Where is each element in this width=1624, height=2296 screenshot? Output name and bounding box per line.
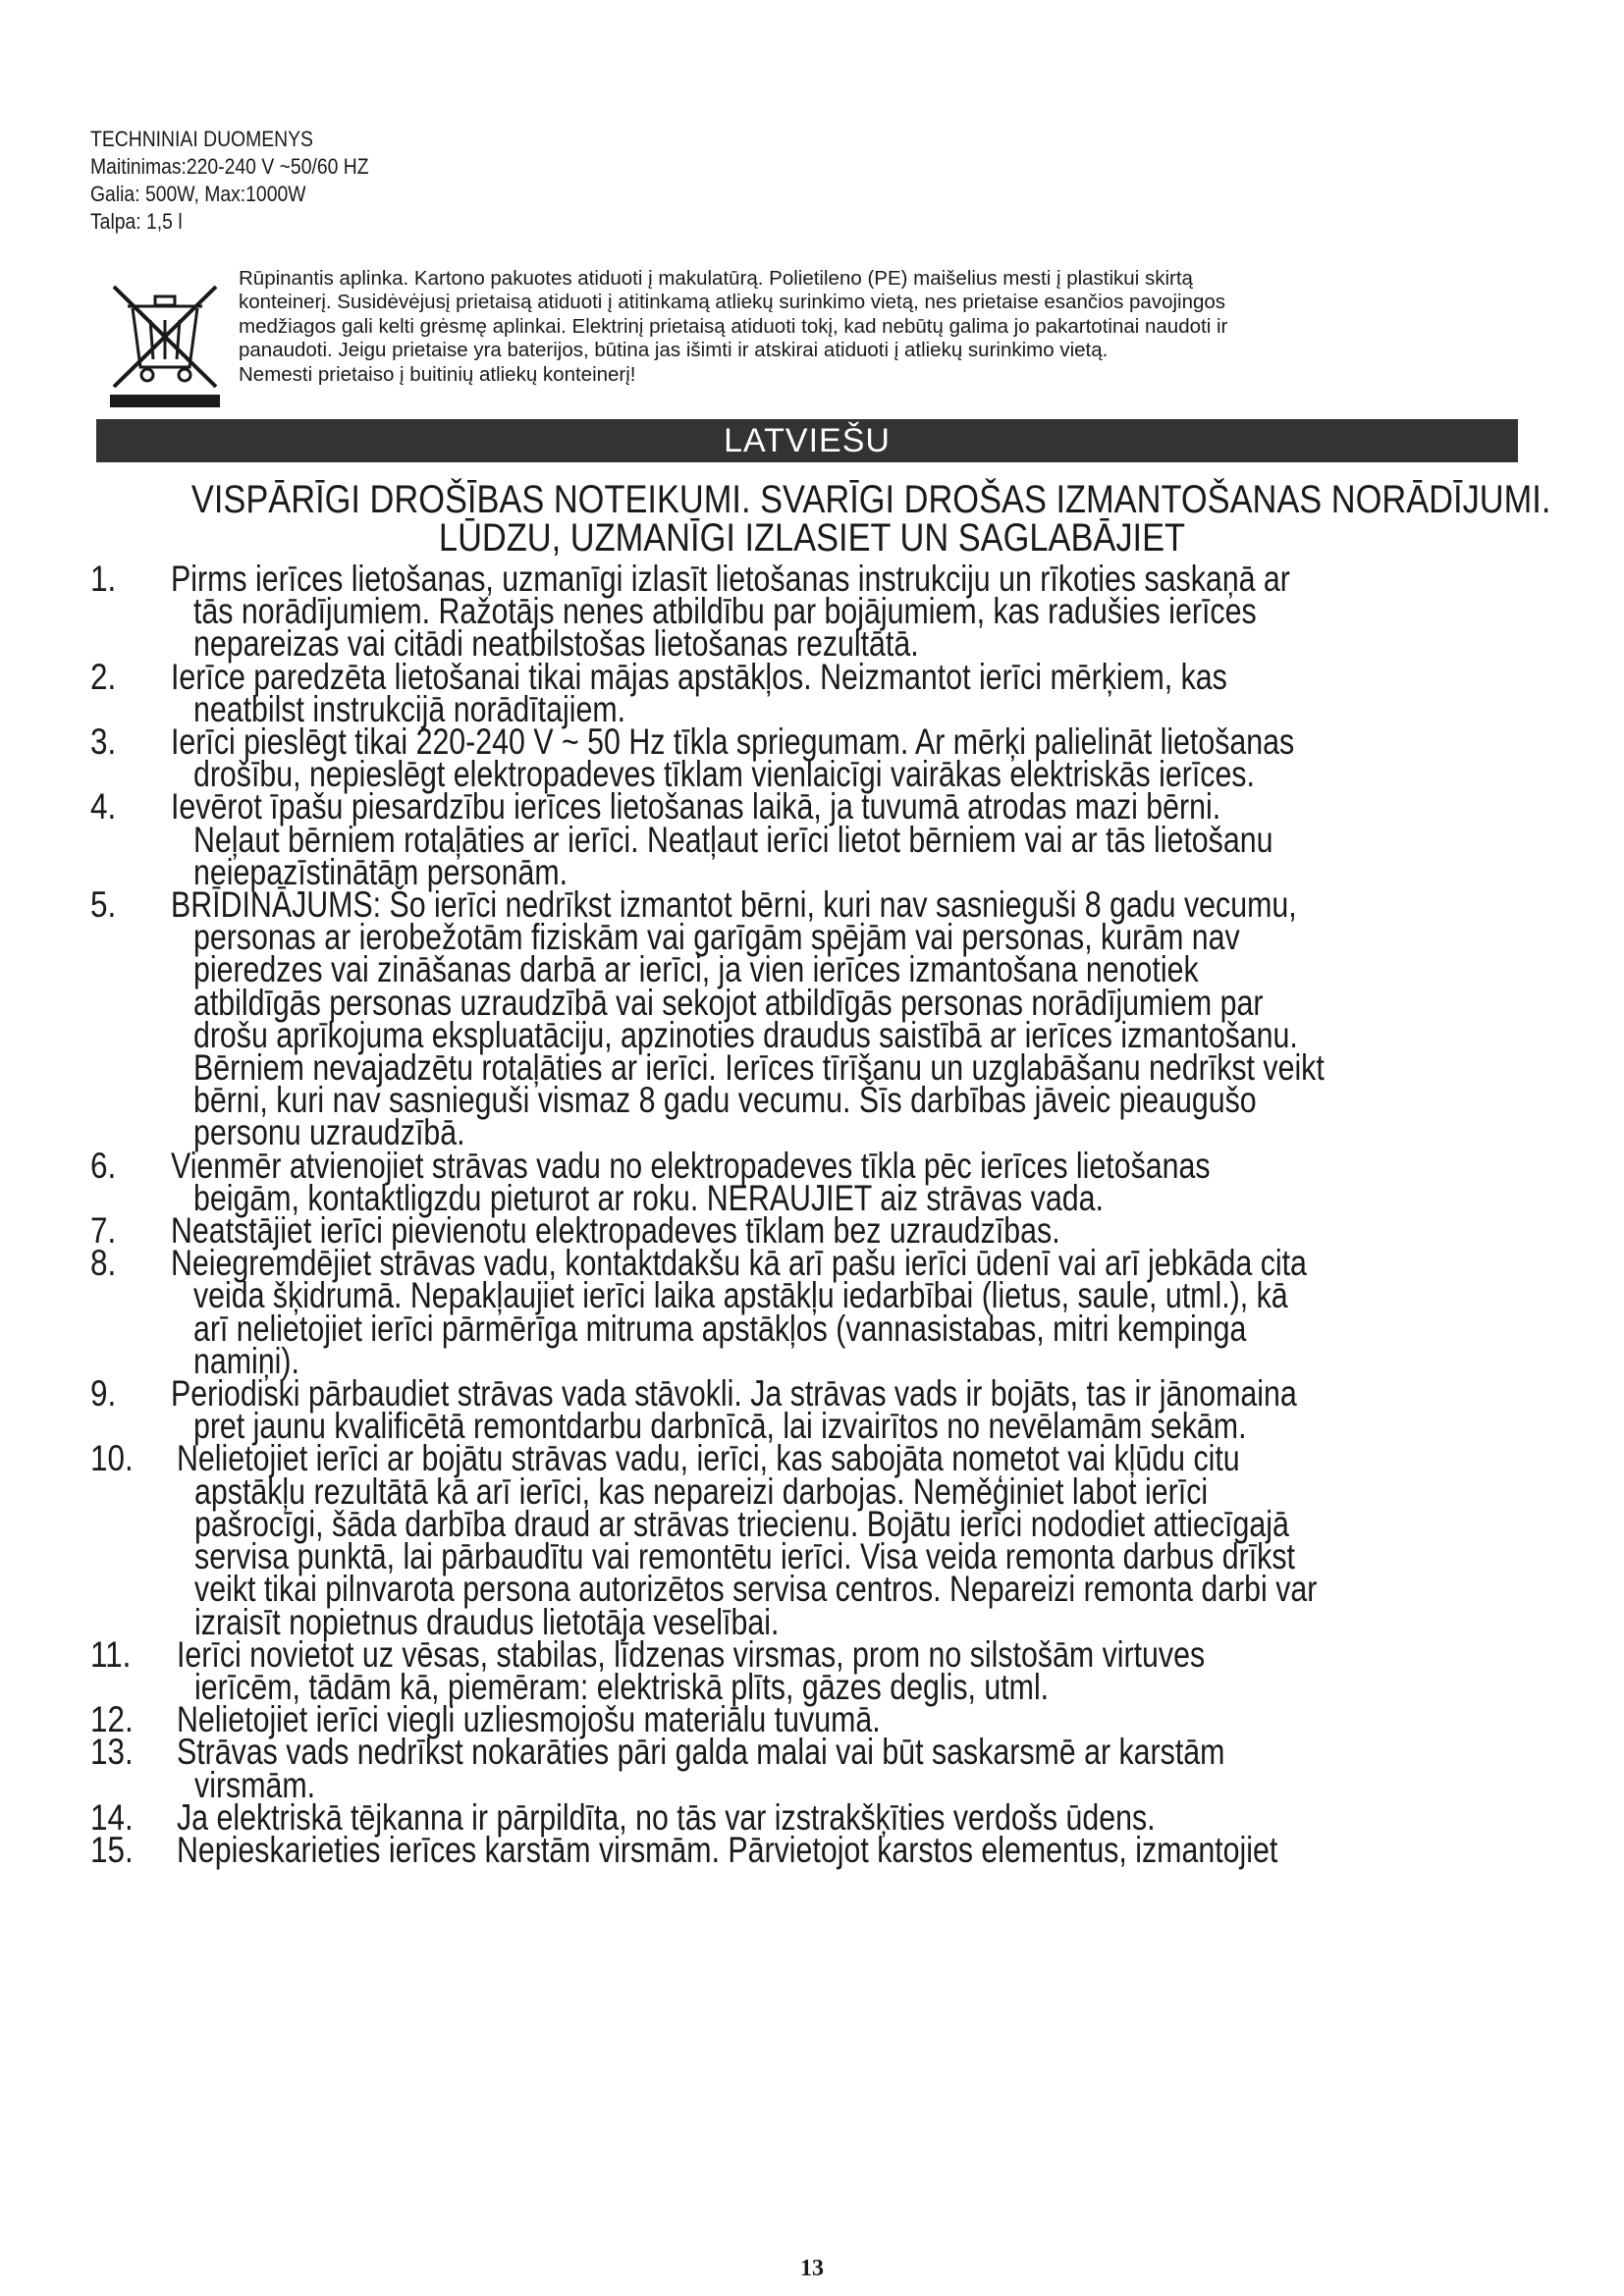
safety-rule-item bbox=[90, 721, 1624, 795]
safety-rule-item bbox=[90, 1145, 1624, 1218]
rule-text-line: Neatstājiet ierīci pievienotu elektropadeves tīklam bez uzraudzības. bbox=[171, 1210, 1060, 1252]
rule-text-line: pret jaunu kvalificētā remontdarbu darbnīcā, lai izvairītos no nevēlamām sekām. bbox=[192, 1406, 1247, 1447]
rule-text-line: Nepieskarieties ierīces karstām virsmām. Pārvietojot karstos elementus, izmantojiet bbox=[177, 1829, 1278, 1870]
rule-number: 8. bbox=[90, 1243, 117, 1284]
rule-text-line: Nelietojiet ierīci ar bojātu strāvas vadu, ierīci, kas sabojāta nometot vai kļūdu citu bbox=[177, 1438, 1240, 1479]
rule-number: 7. bbox=[90, 1210, 117, 1252]
rule-text-line: Neiegremdējiet strāvas vadu, kontaktdakšu kā arī pašu ierīci ūdenī vai arī jebkāda cita bbox=[171, 1243, 1307, 1284]
rule-text-line: beigām, kontaktligzdu pieturot ar roku. NERAUJIET aiz strāvas vada. bbox=[192, 1177, 1104, 1218]
rule-text-line: tās norādījumiem. Ražotājs nenes atbildību par bojājumiem, kas radušies ierīces bbox=[192, 591, 1257, 632]
rule-number: 14. bbox=[90, 1796, 134, 1838]
rule-text-line: izraisīt nopietnus draudus lietotāja veselībai. bbox=[194, 1601, 780, 1642]
safety-rule-item bbox=[90, 1243, 1624, 1381]
rule-text-line: neatbilst instrukcijā norādītajiem. bbox=[192, 688, 626, 729]
rule-number: 5. bbox=[90, 884, 117, 926]
safety-rule-item bbox=[90, 1373, 1624, 1447]
safety-rules-list bbox=[90, 559, 1624, 1870]
rule-number: 12. bbox=[90, 1699, 134, 1740]
safety-rule-item bbox=[90, 1732, 1624, 1805]
rule-text-line: servisa punktā, lai pārbaudītu vai remontētu ierīci. Visa veida remonta darbus drīkst bbox=[194, 1536, 1295, 1577]
heading-line-1: VISPĀRĪGI DROŠĪBAS NOTEIKUMI. SVARĪGI DROŠAS IZMANTOŠANAS NORĀDĪJUMI. bbox=[190, 478, 1551, 521]
safety-rule-item bbox=[90, 884, 1624, 1153]
env-line: Rūpinantis aplinka. Kartono pakuotes atiduoti į makulatūrą. Polietileno (PE) maišelius mesti į plastikui skirtą bbox=[239, 267, 1193, 290]
rule-text-line: atbildīgās personas uzraudzībā vai sekojot atbildīgās personas norādījumiem par bbox=[192, 982, 1264, 1023]
rule-text-line: Strāvas vads nedrīkst nokarāties pāri galda malai vai būt saskarsmē ar karstām bbox=[177, 1732, 1225, 1773]
rule-number: 11. bbox=[90, 1633, 132, 1675]
rule-text-line: BRĪDINĀJUMS: Šo ierīci nedrīkst izmantot bērni, kuri nav sasnieguši 8 gadu vecumu, bbox=[171, 884, 1297, 926]
rule-text-line: Periodiski pārbaudiet strāvas vada stāvokli. Ja strāvas vads ir bojāts, tas ir jānomaina bbox=[171, 1373, 1297, 1415]
rule-text-line: namiņi). bbox=[192, 1340, 299, 1381]
tech-wattage: Galia: 500W, Max:1000W bbox=[90, 182, 306, 206]
tech-capacity: Talpa: 1,5 l bbox=[90, 209, 183, 234]
safety-rule-item bbox=[90, 1633, 1624, 1707]
crossed-out-wheelie-bin-icon bbox=[106, 277, 224, 409]
rule-number: 2. bbox=[90, 656, 117, 697]
rule-text-line: Ierīce paredzēta lietošanai tikai mājas apstākļos. Neizmantot ierīci mērķiem, kas bbox=[171, 656, 1227, 697]
safety-rule-item bbox=[90, 656, 1624, 729]
rule-text-line: personas ar ierobežotām fiziskām vai garīgām spējām vai personas, kurām nav bbox=[192, 917, 1240, 958]
rule-number: 10. bbox=[90, 1438, 134, 1479]
rule-text-line: pieredzes vai zināšanas darbā ar ierīci, ja vien ierīces izmantošana nenotiek bbox=[192, 949, 1199, 990]
environment-notice bbox=[239, 267, 1515, 387]
rule-number: 1. bbox=[90, 559, 117, 599]
rule-text-line: Ierīci pieslēgt tikai 220-240 V ~ 50 Hz tīkla spriegumam. Ar mērķi palielināt lietošanas bbox=[171, 721, 1295, 763]
rule-text-line: veikt tikai pilnvarota persona autorizētos servisa centros. Nepareizi remonta darbi var bbox=[194, 1569, 1318, 1610]
env-line: Nemesti prietaiso į buitinių atliekų konteinerį! bbox=[239, 362, 636, 386]
technical-data bbox=[90, 126, 876, 236]
rule-text-line: virsmām. bbox=[194, 1764, 316, 1805]
rule-text-line: drošu aprīkojuma ekspluatāciju, apzinoties draudus saistībā ar ierīces izmantošanu. bbox=[192, 1014, 1298, 1055]
rule-text-line: bērni, kuri nav sasnieguši vismaz 8 gadu vecumu. Šīs darbības jāveic pieaugušo bbox=[192, 1080, 1257, 1121]
heading-line-2: LŪDZU, UZMANĪGI IZLASIET UN SAGLABĀJIET bbox=[438, 516, 1186, 560]
rule-text-line: pašrocīgi, šāda darbība draud ar strāvas triecienu. Bojātu ierīci nododiet attiecīgajā bbox=[194, 1503, 1289, 1544]
rule-number: 6. bbox=[90, 1145, 117, 1186]
rule-text-line: drošību, nepieslēgt elektropadeves tīklam vienlaicīgi vairākas elektriskās ierīces. bbox=[192, 754, 1255, 795]
rule-text-line: Ja elektriskā tējkanna ir pārpildīta, no tās var izstrakšķīties verdošs ūdens. bbox=[177, 1796, 1156, 1838]
safety-rule-item bbox=[90, 559, 1624, 665]
rule-text-line: apstākļu rezultātā kā arī ierīci, kas nepareizi darbojas. Neměģiniet labot ierīci bbox=[194, 1470, 1209, 1512]
rule-text-line: Ierīci novietot uz vēsas, stabilas, līdzenas virsmas, prom no silstošām virtuves bbox=[177, 1633, 1206, 1675]
rule-number: 9. bbox=[90, 1373, 117, 1415]
language-bar: LATVIEŠU bbox=[96, 419, 1518, 462]
safety-rule-item bbox=[90, 786, 1624, 892]
rule-number: 13. bbox=[90, 1732, 134, 1773]
env-line: panaudoti. Jeigu prietaise yra baterijos, būtina jas išimti ir atskirai atiduoti į atliekų surinkimo vietą. bbox=[239, 339, 1109, 362]
section-heading bbox=[90, 478, 1551, 560]
rule-number: 15. bbox=[90, 1829, 134, 1870]
rule-text-line: nepareizas vai citādi neatbilstošas lietošanas rezultātā. bbox=[192, 623, 919, 665]
rule-text-line: arī nelietojiet ierīci pārmērīga mitruma apstākļos (vannasistabas, mitri kempinga bbox=[192, 1308, 1247, 1349]
rule-number: 4. bbox=[90, 786, 117, 828]
env-line: medžiagos gali kelti grėsmę aplinkai. Elektrinį prietaisą atiduoti tokį, kad nebūtų galima jo pakartotinai naudoti ir bbox=[239, 314, 1228, 338]
rule-text-line: Vienmēr atvienojiet strāvas vadu no elektropadeves tīkla pēc ierīces lietošanas bbox=[171, 1145, 1211, 1186]
rule-text-line: personu uzraudzībā. bbox=[192, 1112, 465, 1153]
env-line: konteinerį. Susidėvėjusį prietaisą atiduoti į atitinkamą atliekų surinkimo vietą, nes prietaise esančios pavojingos bbox=[239, 291, 1226, 314]
rule-number: 3. bbox=[90, 721, 117, 763]
rule-text-line: Neļaut bērniem rotaļāties ar ierīci. Neatļaut ierīci lietot bērniem vai ar tās lietošanu bbox=[192, 819, 1273, 860]
rule-text-line: Ievērot īpašu piesardzību ierīces lietošanas laikā, ja tuvumā atrodas mazi bērni. bbox=[171, 786, 1221, 828]
rule-text-line: Bērniem nevajadzētu rotaļāties ar ierīci. Ierīces tīrīšanu un uzglabāšanu nedrīkst veikt bbox=[192, 1047, 1325, 1089]
tech-title: TECHNINIAI DUOMENYS bbox=[90, 127, 313, 151]
safety-rule-item bbox=[90, 1829, 1624, 1870]
rule-text-line: Pirms ierīces lietošanas, uzmanīgi izlasīt lietošanas instrukciju un rīkoties saskaņā ar bbox=[171, 559, 1290, 599]
rule-text-line: veida šķidrumā. Nepakļaujiet ierīci laika apstākļu iedarbībai (lietus, saule, utml.), kā bbox=[192, 1275, 1288, 1316]
rule-text-line: Nelietojiet ierīci viegli uzliesmojošu materiālu tuvumā. bbox=[177, 1699, 881, 1740]
safety-rule-item bbox=[90, 1438, 1624, 1642]
rule-text-line: ierīcēm, tādām kā, piemēram: elektriskā plīts, gāzes deglis, utml. bbox=[194, 1666, 1050, 1707]
tech-power: Maitinimas:220-240 V ~50/60 HZ bbox=[90, 154, 369, 179]
rule-text-line: neiepazīstinātām personām. bbox=[192, 851, 568, 892]
page-number: 13 bbox=[800, 2256, 824, 2281]
